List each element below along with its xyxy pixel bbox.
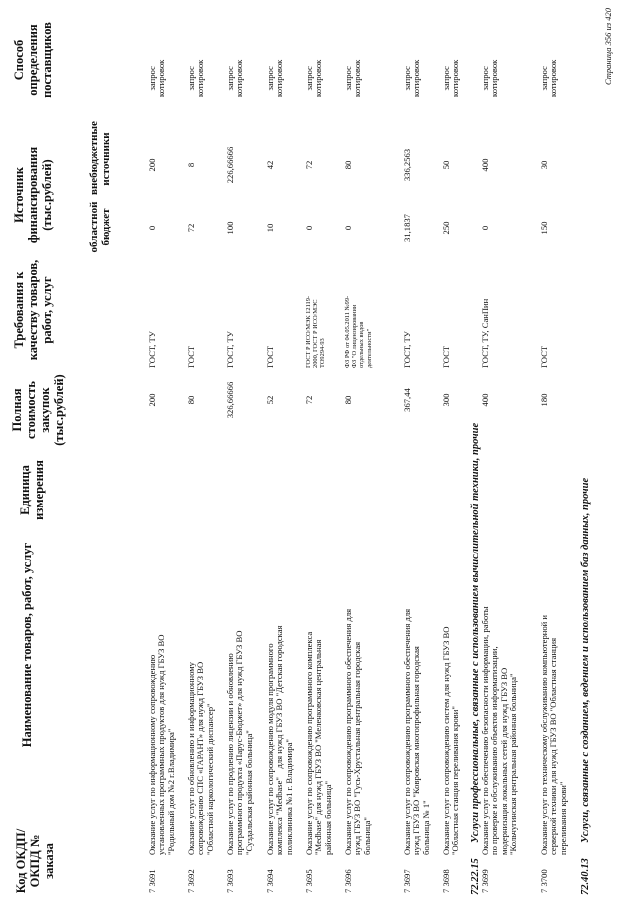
row-requirements: ФЗ РФ от 04.05.2011 №99- ФЗ "О лицензировании отдельных видов деятельности" (344, 295, 373, 368)
row-requirements: ГОСТ, ТУ (225, 331, 235, 368)
row-regional-budget: 72 (186, 223, 196, 233)
row-regional-budget: 150 (539, 221, 549, 235)
row-method: запрос котировок (480, 59, 500, 97)
row-method: запрос котировок (304, 59, 324, 97)
row-offbudget: 8 (186, 162, 196, 168)
row-regional-budget: 250 (441, 221, 451, 235)
row-name: Оказание услуг по обновлению и информационному сопровождению СПС «ГАРАНТ» для нужд ГБУЗ ВО "Областной наркологический диспансер" (186, 661, 215, 855)
row-total: 326,66666 (225, 381, 235, 419)
row-name: Оказание услуг по информационному сопровождению установленных программных продуктов для нужд ГБУЗ ВО "Родильный дом №2 г.Владимира" (147, 634, 176, 855)
section-code: 72.40.13 (580, 858, 591, 895)
row-offbudget: 80 (343, 160, 353, 170)
row-name: Оказание услуг по сопровождению модуля программного комплекса "Medbase" для нужд ГБУЗ ВО "Детская городская поликлиника №1 г. Владимира" (265, 625, 294, 855)
row-method: запрос котировок (265, 59, 285, 97)
row-regional-budget: 31,1837 (402, 214, 412, 242)
row-method: запрос котировок (402, 59, 422, 97)
row-regional-budget: 100 (225, 221, 235, 235)
row-requirements: ГОСТ (539, 345, 549, 368)
row-requirements: ГОСТ, ТУ (402, 331, 412, 368)
row-name: Оказание услуг по техническому обслуживанию компьютерной и серверной техники для нужд ГБУЗ ВО "Областная станция переливания крови" (539, 615, 568, 855)
header-method: Способ определения поставщиков (12, 22, 54, 98)
row-total: 80 (343, 395, 353, 405)
row-regional-budget: 0 (480, 225, 490, 231)
row-total: 200 (147, 393, 157, 407)
row-total: 300 (441, 393, 451, 407)
header-requirements: Требования к качеству товаров, работ, услуг (12, 259, 54, 361)
row-offbudget: 400 (480, 158, 490, 172)
row-code: 7 3693 (225, 869, 235, 893)
row-method: запрос котировок (343, 59, 363, 97)
row-requirements: ГОСТ (186, 345, 196, 368)
page-number: Страница 356 из 420 (603, 8, 613, 85)
row-requirements: ГОСТ Р ИСО/МЭК 12119- 2000, ГОСТ Р ИСО/МЭС ТО9294-93 (305, 295, 327, 368)
row-total: 180 (539, 393, 549, 407)
row-method: запрос котировок (441, 59, 461, 97)
row-code: 7 3698 (441, 869, 451, 893)
row-regional-budget: 10 (265, 223, 275, 233)
header-unit: Единица измерения (18, 460, 46, 520)
row-total: 80 (186, 395, 196, 405)
header-source-regional: областной бюджет (88, 201, 113, 253)
row-regional-budget: 0 (343, 225, 353, 231)
row-code: 7 3691 (147, 869, 157, 893)
row-total: 400 (480, 393, 490, 407)
row-offbudget: 336,2563 (402, 148, 412, 182)
row-name: Оказание услуг по обеспечению безопасности информации, работы по проверке и обслуживанию объектов информатизации, модернизация локальных сетей для нужд ГБУЗ ВО "Кольчугинская центральная районная больница" (480, 606, 518, 855)
row-total: 52 (265, 395, 275, 405)
row-method: запрос котировок (186, 59, 206, 97)
header-source-offbudget: внебюджетные источники (88, 121, 113, 195)
row-total: 367,44 (402, 388, 412, 412)
row-offbudget: 226,66666 (225, 146, 235, 184)
row-name: Оказание услуг по сопровождению систем для нужд ГБУЗ ВО "Областная станция переливания крови" (441, 626, 461, 855)
row-code: 7 3699 (480, 869, 490, 893)
row-code: 7 3696 (343, 869, 353, 893)
section-code: 72.22.15 (470, 858, 481, 895)
row-offbudget: 30 (539, 160, 549, 170)
row-requirements: ГОСТ, ТУ (147, 331, 157, 368)
header-code: Код ОКДП/ ОКПД № заказа (14, 828, 56, 894)
row-offbudget: 200 (147, 158, 157, 172)
row-method: запрос котировок (147, 59, 167, 97)
row-code: 7 3692 (186, 869, 196, 893)
row-code: 7 3695 (304, 869, 314, 893)
section-title: Услуги, связанные с созданием, ведением и использованием баз данных, прочие (580, 477, 591, 843)
row-total: 72 (304, 395, 314, 405)
row-name: Оказание услуг по сопровождению программного обеспечения для нужд ГБУЗ ВО "Гусь-Хрустальная центральная городская больница" (343, 608, 372, 855)
row-method: запрос котировок (539, 59, 559, 97)
row-requirements: ГОСТ, ТУ, СанПин (480, 298, 490, 368)
row-regional-budget: 0 (304, 225, 314, 231)
row-name: Оказание услуг по сопровождению программного комплекса "Medbase" для нужд ГБУЗ ВО "Меленковская центральная районная больница" (304, 631, 333, 855)
row-name: Оказание услуг по продлению лицензии и обновлению программного продукта «Парус-Бюджет» для нужд ГБУЗ ВО "Суздальская районная больница" (225, 630, 254, 855)
row-code: 7 3694 (265, 869, 275, 893)
row-method: запрос котировок (225, 59, 245, 97)
row-offbudget: 72 (304, 160, 314, 170)
row-requirements: ГОСТ (441, 345, 451, 368)
header-total: Полная стоимость закупок (тыс.рублей) (10, 374, 66, 446)
row-offbudget: 50 (441, 160, 451, 170)
row-code: 7 3700 (539, 869, 549, 893)
row-name: Оказание услуг по сопровождению программного обеспечения для нужд ГБУЗ ВО "Ковровская многопрофильная городская больница № 1" (402, 608, 431, 855)
row-regional-budget: 0 (147, 225, 157, 231)
row-requirements: ГОСТ (265, 345, 275, 368)
header-source: Источник финансирования (тыс.рублей) (12, 146, 54, 244)
row-offbudget: 42 (265, 160, 275, 170)
row-code: 7 3697 (402, 869, 412, 893)
section-title: Услуги профессиональные, связанные с использованием вычислительной техники, прочие (470, 422, 481, 843)
header-name: Наименование товаров, работ, услуг (20, 542, 34, 748)
